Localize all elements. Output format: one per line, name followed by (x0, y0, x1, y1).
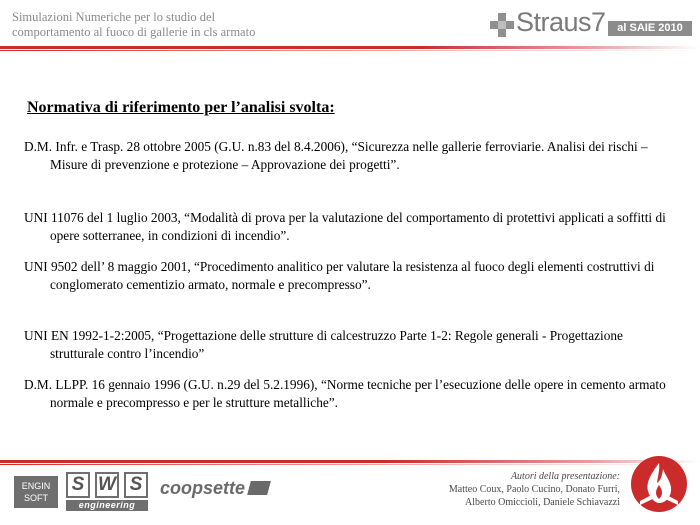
reference-item: UNI 11076 del 1 luglio 2003, “Modalità di prova per la valutazione del comportamento di protettivi applicati a soffitti di opere sotterranee, in condizioni di incendio”. (24, 210, 666, 243)
slide-header (0, 0, 700, 48)
header-divider-thin (0, 50, 700, 51)
fire-safety-logo-icon (630, 455, 688, 513)
reference-item: UNI EN 1992-1-2:2005, “Progettazione delle strutture di calcestruzzo Parte 1-2: Regole generali - Progettazione strutturale contro l’incendio” (24, 328, 623, 361)
sws-letter: S (66, 472, 90, 498)
reference-item: D.M. LLPP. 16 gennaio 1996 (G.U. n.29 del 5.2.1996), “Norme tecniche per l’esecuzione delle opere in cemento armato normale e precompresso e per le strutture metalliche”. (24, 377, 666, 410)
reference-item: UNI 9502 dell’ 8 maggio 2001, “Procedimento analitico per valutare la resistenza al fuoco degli elementi costruttivi di conglomerato cementizio armato, normale e precompresso”. (24, 259, 655, 292)
header-divider (0, 46, 700, 49)
reference-item: D.M. Infr. e Trasp. 28 ottobre 2005 (G.U. n.83 del 8.4.2006), “Sicurezza nelle gallerie ferroviarie. Analisi dei rischi – Misure di prevenzione e protezione – Approvazione dei progetti”. (24, 139, 648, 172)
straus7-mark-icon (490, 13, 514, 37)
presentation-title-line2: comportamento al fuoco di gallerie in cls armato (12, 25, 256, 39)
enginsoft-logo (14, 476, 58, 508)
sws-letter: W (95, 472, 119, 498)
authors-title: Autori della presentazione: (510, 471, 620, 482)
coopsette-logo (160, 478, 269, 499)
footer-divider-thin (0, 464, 700, 465)
straus7-brand: Straus7 (516, 7, 606, 37)
sws-subtitle: engineering (66, 500, 148, 511)
authors-line: Alberto Omiccioli, Daniele Schiavazzi (465, 497, 620, 508)
enginsoft-logo-line1: ENGIN (21, 481, 51, 491)
coopsette-wordmark: coopsette (160, 478, 246, 498)
sws-engineering-logo (66, 472, 148, 512)
saie-badge: al SAIE 2010 (608, 21, 692, 36)
coopsette-mark-icon (247, 481, 271, 495)
sws-letter: S (124, 472, 148, 498)
presentation-title (12, 10, 342, 40)
presentation-title-line1: Simulazioni Numeriche per lo studio del (12, 10, 216, 24)
authors-line: Matteo Coux, Paolo Cucino, Donato Furri, (448, 484, 620, 495)
authors-block (380, 470, 620, 509)
footer-divider (0, 460, 700, 463)
section-title: Normativa di riferimento per l’analisi svolta: (27, 99, 335, 116)
enginsoft-logo-line2: SOFT (24, 493, 48, 503)
